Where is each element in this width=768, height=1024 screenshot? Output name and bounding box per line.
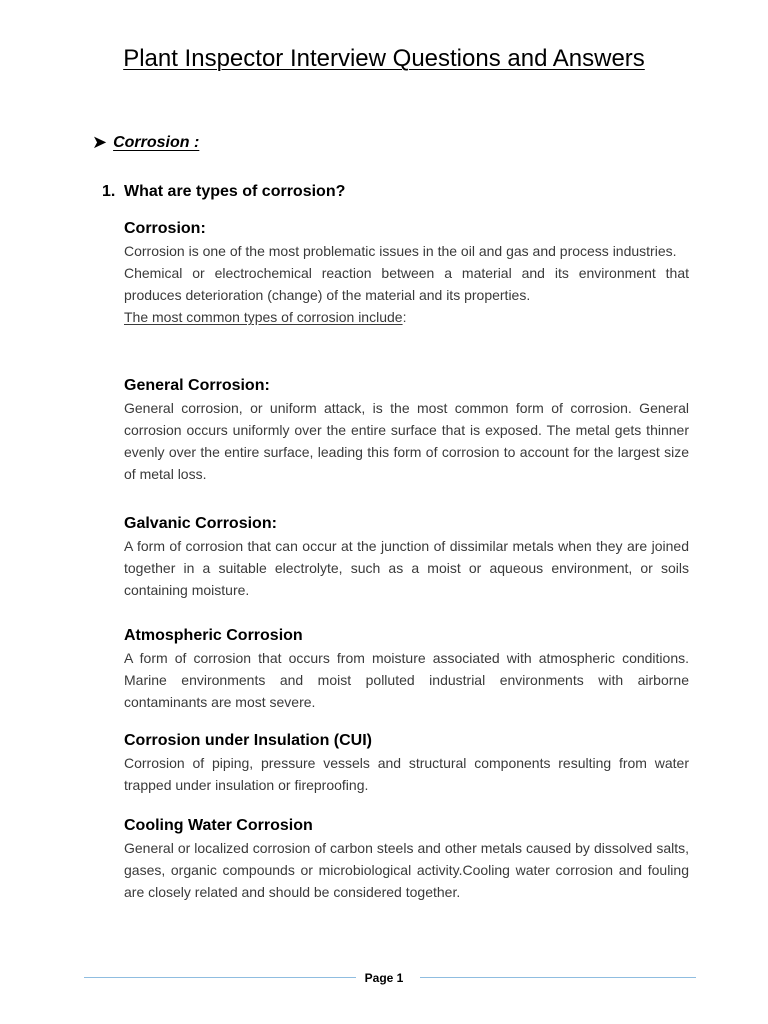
- page-number: Page 1: [364, 971, 404, 985]
- types-intro: The most common types of corrosion include:: [124, 309, 407, 325]
- block-cui: [124, 730, 689, 796]
- block-paragraph: Chemical or electrochemical reaction between a material and its environment that produces deterioration (change) of the material and its properties.: [124, 265, 689, 303]
- block-galvanic-corrosion: [124, 513, 689, 601]
- block-corrosion: [124, 218, 689, 328]
- arrow-bullet-icon: ➤: [92, 132, 108, 152]
- block-general-corrosion: [124, 375, 689, 485]
- question-1: [102, 181, 345, 203]
- section-heading: [92, 132, 199, 153]
- block-heading: Corrosion:: [124, 220, 206, 237]
- block-atmospheric-corrosion: [124, 625, 689, 713]
- document-title: Plant Inspector Interview Questions and Answers: [123, 45, 645, 72]
- block-heading: Galvanic Corrosion:: [124, 515, 277, 532]
- block-heading: Cooling Water Corrosion: [124, 817, 313, 834]
- question-text: What are types of corrosion?: [124, 183, 346, 200]
- question-number: 1.: [102, 183, 116, 200]
- block-heading: General Corrosion:: [124, 377, 270, 394]
- block-heading: Corrosion under Insulation (CUI): [124, 732, 372, 749]
- block-paragraph: General corrosion, or uniform attack, is the most common form of corrosion. General corrosion occurs uniformly over the entire surface that is exposed. The metal gets thinner evenly over the entire surface, leading this form of corrosion to account for the largest size of metal loss.: [124, 400, 689, 482]
- block-cooling-water-corrosion: [124, 815, 689, 903]
- section-label: Corrosion :: [113, 133, 200, 151]
- block-paragraph: Corrosion is one of the most problematic issues in the oil and gas and process industries.: [124, 243, 677, 259]
- block-paragraph: A form of corrosion that can occur at the junction of dissimilar metals when they are joined together in a suitable electrolyte, such as a moist or aqueous environment, or soils containing moisture.: [124, 538, 689, 598]
- block-paragraph: A form of corrosion that occurs from moisture associated with atmospheric conditions. Marine environments and moist polluted industrial environments with airborne contaminants are most severe.: [124, 650, 689, 710]
- block-paragraph: General or localized corrosion of carbon steels and other metals caused by dissolved salts, gases, organic compounds or microbiological activity.Cooling water corrosion and fouling are closely related and should be considered together.: [124, 840, 689, 900]
- block-paragraph: Corrosion of piping, pressure vessels and structural components resulting from water trapped under insulation or fireproofing.: [124, 755, 689, 793]
- block-heading: Atmospheric Corrosion: [124, 627, 303, 644]
